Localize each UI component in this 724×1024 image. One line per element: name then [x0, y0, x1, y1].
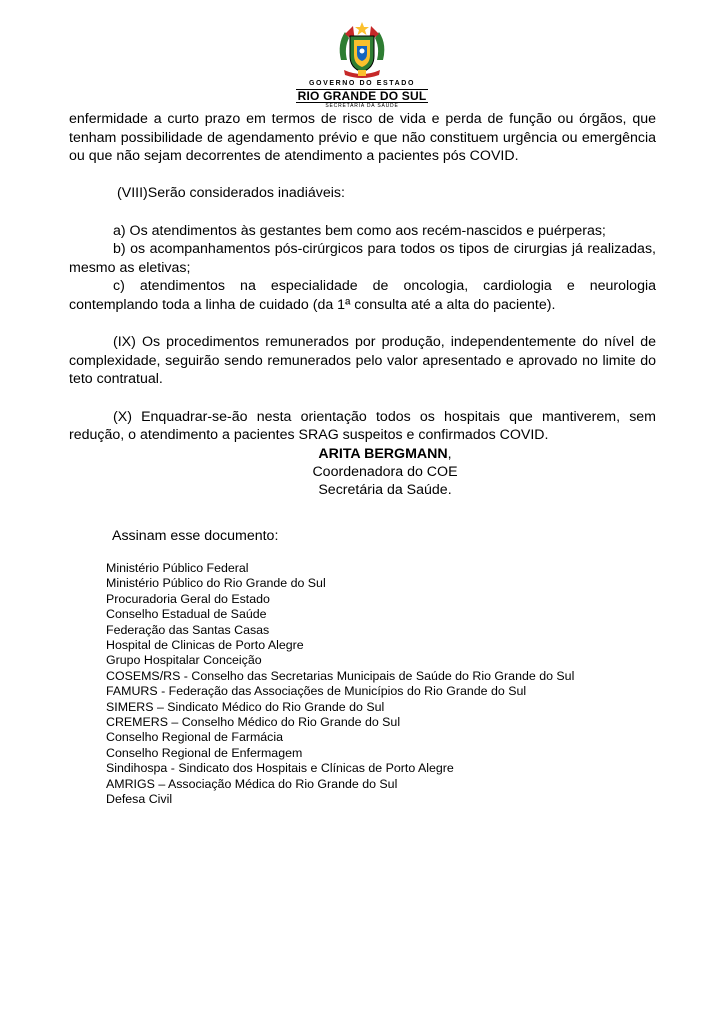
item-a: a) Os atendimentos às gestantes bem como aos recém-nascidos e puérperas; [113, 222, 606, 239]
signer-item: COSEMS/RS - Conselho das Secretarias Municipais de Saúde do Rio Grande do Sul [106, 668, 575, 683]
signer-item: Ministério Público do Rio Grande do Sul [106, 576, 326, 591]
signer-item: Sindihospa - Sindicato dos Hospitais e Clínicas de Porto Alegre [106, 761, 454, 776]
signatory-name: ARITA BERGMANN [318, 446, 448, 462]
signer-item: FAMURS - Federação das Associações de Municípios do Rio Grande do Sul [106, 684, 527, 699]
section-ix-paragraph: (IX) Os procedimentos remunerados por produção, independentemente do nível de complexidade, seguirão sendo remunerados pelo valor apresentado e aprovado no limite do teto contratual. [69, 334, 656, 388]
item-c: c) atendimentos na especialidade de oncologia, cardiologia e neurologia contemplando toda a linha de cuidado (da 1ª consulta até a alta do paciente). [69, 278, 656, 313]
signature-block [220, 445, 550, 499]
signer-item: Conselho Estadual de Saúde [106, 607, 267, 622]
section-x-paragraph: (X) Enquadrar-se-ão nesta orientação todos os hospitais que mantiverem, sem redução, o atendimento a pacientes SRAG suspeitos e confirmados COVID. [69, 408, 656, 444]
letterhead-government-line: GOVERNO DO ESTADO [308, 80, 416, 87]
signatory-line [220, 445, 550, 463]
signer-item: CREMERS – Conselho Médico do Rio Grande do Sul [106, 715, 401, 730]
letterhead [0, 20, 724, 110]
signers-list [106, 561, 574, 808]
document-body [69, 110, 656, 445]
signatory-department: Secretária da Saúde. [318, 482, 452, 498]
signer-item: AMRIGS – Associação Médica do Rio Grande do Sul [106, 776, 398, 791]
letterhead-secretariat: SECRETARIA DA SAÚDE [325, 103, 399, 109]
signer-item: Ministério Público Federal [106, 561, 249, 575]
signatory-name-suffix: , [447, 446, 452, 462]
section-viii-heading: (VIII)Serão considerados inadiáveis: [117, 185, 345, 202]
signatory-role: Coordenadora do COE [312, 464, 458, 480]
signer-item: Conselho Regional de Farmácia [106, 730, 284, 745]
signer-item: Grupo Hospitalar Conceição [106, 653, 262, 668]
paragraph-continuation: enfermidade a curto prazo em termos de risco de vida e perda de função ou órgãos, que tenham possibilidade de agendamento prévio e que não constituem urgência ou emergência ou que não sejam decorrentes de atendimento a pacientes pós COVID. [69, 111, 656, 165]
signers-intro: Assinam esse documento: [112, 528, 279, 544]
signer-item: Defesa Civil [106, 792, 173, 807]
state-coat-of-arms-icon [335, 20, 389, 80]
signer-item: Conselho Regional de Enfermagem [106, 745, 303, 760]
signer-item: Hospital de Clinicas de Porto Alegre [106, 638, 304, 653]
letterhead-state-name: RIO GRANDE DO SUL [297, 89, 427, 103]
signer-item: Federação das Santas Casas [106, 622, 270, 637]
signer-item: SIMERS – Sindicato Médico do Rio Grande do Sul [106, 699, 385, 714]
item-b: b) os acompanhamentos pós-cirúrgicos para todos os tipos de cirurgias já realizadas, mesmo as eletivas; [69, 241, 656, 276]
signer-item: Procuradoria Geral do Estado [106, 591, 270, 606]
